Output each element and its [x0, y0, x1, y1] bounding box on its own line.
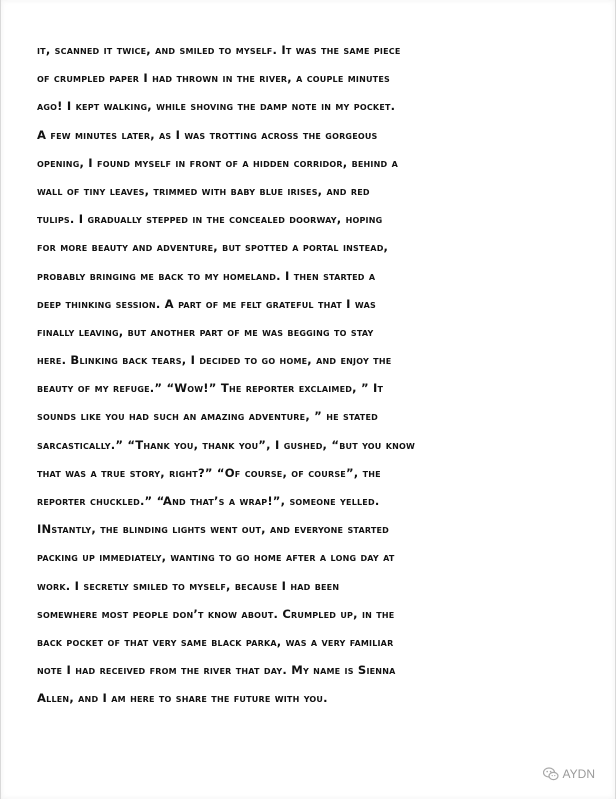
text-line: probably bringing me back to my homeland. I then started a: [37, 268, 376, 283]
text-line: note I had received from the river that day. My name is Sienna: [37, 663, 396, 678]
text-line: it, scanned it twice, and smiled to myself. It was the same piece: [37, 43, 401, 57]
text-line: that was a true story, right?” “Of course, of course”, the: [37, 465, 381, 480]
wechat-icon: [543, 767, 559, 781]
text-line: wall of tiny leaves, trimmed with baby blue irises, and red: [37, 183, 370, 198]
watermark-text: AYDN: [562, 767, 595, 781]
story-text: [37, 36, 585, 713]
text-line: A few minutes later, as I was trotting across the gorgeous: [37, 127, 378, 142]
text-line: somewhere most people don’t know about. Crumpled up, in the: [37, 606, 395, 621]
text-line: reporter chuckled.” “And that’s a wrap!”, someone yelled.: [37, 494, 380, 508]
text-line: sarcastically.” “Thank you, thank you”, I gushed, “but you know: [37, 437, 416, 452]
text-line: INstantly, the blinding lights went out, and everyone started: [37, 522, 390, 537]
text-line: packing up immediately, wanting to go home after a long day at: [37, 550, 395, 565]
text-line: work. I secretly smiled to myself, because I had been: [37, 578, 340, 593]
watermark: [543, 767, 595, 781]
text-line: Allen, and I am here to share the future with you.: [37, 691, 328, 706]
text-line: deep thinking session. A part of me felt grateful that I was: [37, 296, 376, 311]
text-line: sounds like you had such an amazing adventure, ” he stated: [37, 409, 378, 424]
text-line: of crumpled paper I had thrown in the river, a couple minutes: [37, 71, 390, 86]
text-line: tulips. I gradually stepped in the concealed doorway, hoping: [37, 212, 383, 227]
text-line: here. Blinking back tears, I decided to go home, and enjoy the: [37, 353, 392, 368]
text-line: for more beauty and adventure, but spotted a portal instead,: [37, 240, 389, 255]
text-line: back pocket of that very same black parka, was a very familiar: [37, 634, 394, 649]
text-line: opening, I found myself in front of a hidden corridor, behind a: [37, 155, 398, 170]
text-line: finally leaving, but another part of me was begging to stay: [37, 324, 374, 339]
text-line: beauty of my refuge.” “Wow!” The reporter exclaimed, ” It: [37, 381, 384, 396]
text-line: ago! I kept walking, while shoving the damp note in my pocket.: [37, 99, 396, 114]
